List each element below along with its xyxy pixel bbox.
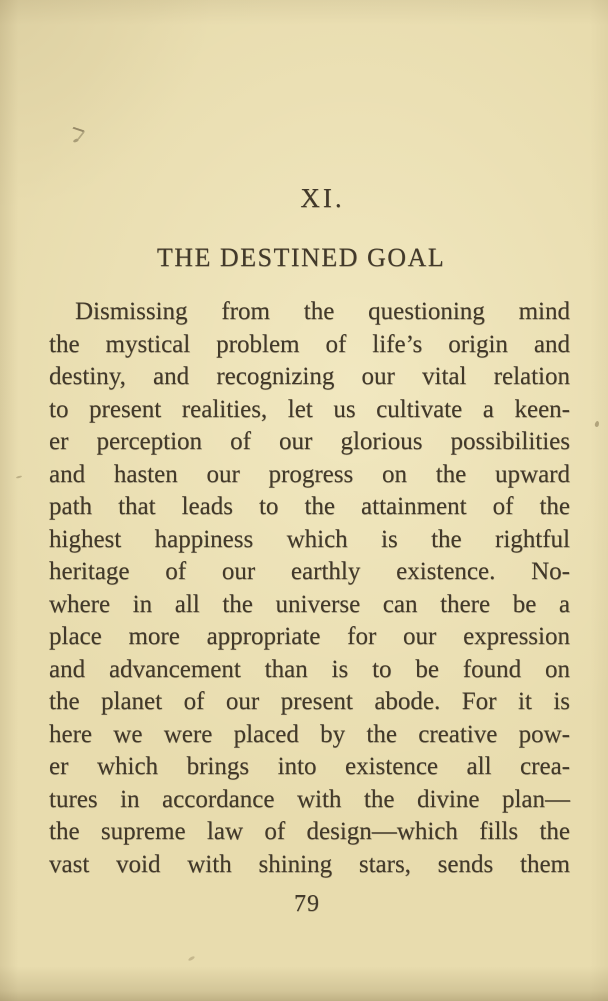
- text-line: and advancement than is to be found on: [49, 655, 570, 683]
- page-number: 79: [294, 891, 320, 917]
- text-line: heritage of our earthly existence. No-: [49, 558, 570, 585]
- paper-blemish: [594, 421, 599, 428]
- text-line: er perception of our glorious possibilities: [49, 428, 570, 455]
- text-line: path that leads to the attainment of the: [49, 493, 570, 520]
- text-line: tures in accordance with the divine plan—: [49, 785, 570, 813]
- paper-blemish: [67, 127, 86, 139]
- text-line: place more appropriate for our expression: [49, 623, 570, 650]
- text-line: vast void with shining stars, sends them: [49, 850, 570, 878]
- paper-blemish: [188, 955, 196, 961]
- text-line: where in all the universe can there be a: [49, 590, 570, 618]
- paper-blemish: [73, 138, 80, 143]
- text-line: the supreme law of design—which fills the: [49, 818, 570, 845]
- text-line: the planet of our present abode. For it is: [49, 688, 570, 715]
- text-line: the mystical problem of life’s origin and: [49, 330, 570, 358]
- paragraph: [49, 296, 570, 881]
- text-line: and hasten our progress on the upward: [49, 460, 570, 488]
- text-line: to present realities, let us cultivate a keen-: [49, 395, 570, 423]
- paper-blemish: [16, 475, 22, 478]
- text-line: er which brings into existence all crea-: [49, 753, 570, 780]
- chapter-title: THE DESTINED GOAL: [156, 243, 446, 272]
- chapter-number: XI.: [300, 183, 345, 213]
- text-line: Dismissing from the questioning mind: [75, 298, 570, 325]
- text-line: highest happiness which is the rightful: [49, 525, 570, 553]
- text-line: here we were placed by the creative pow-: [49, 720, 570, 748]
- text-line: destiny, and recognizing our vital relation: [49, 363, 570, 390]
